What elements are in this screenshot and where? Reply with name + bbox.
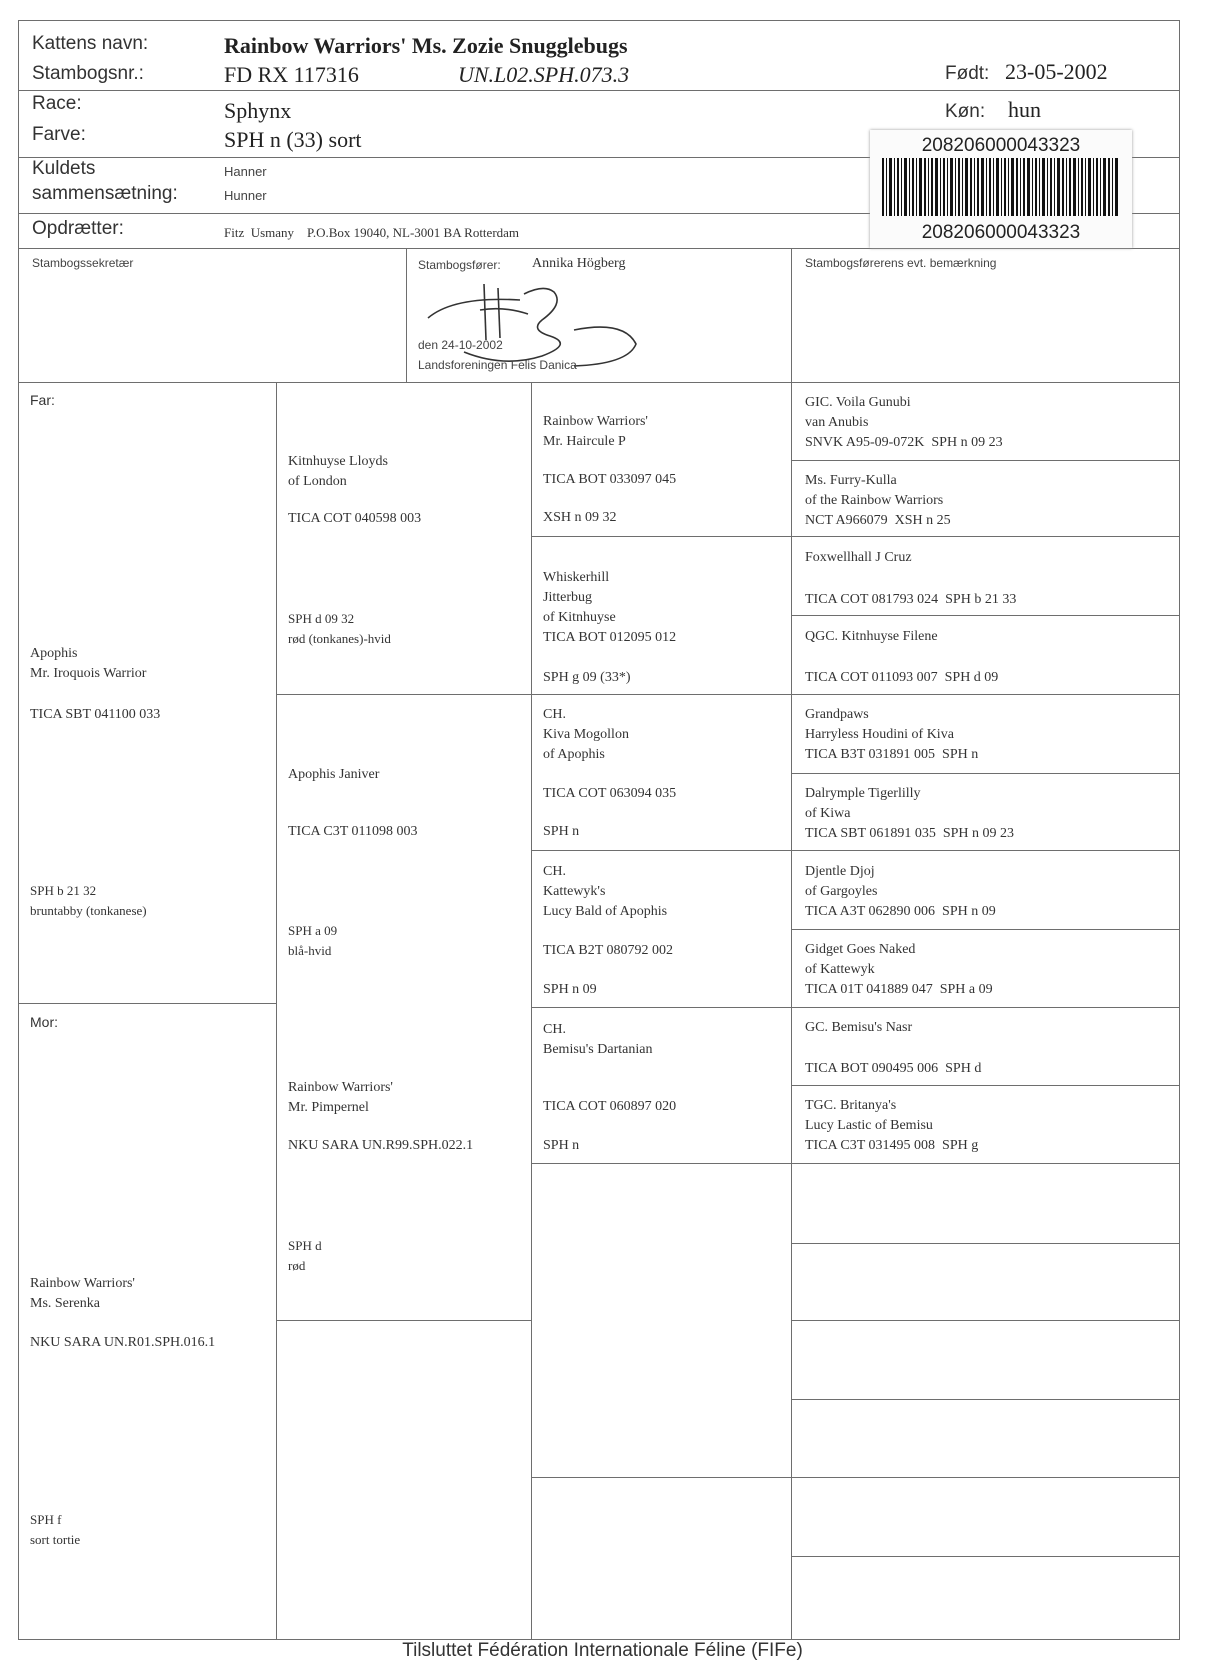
gen4-entry: TICA COT 081793 024 SPH b 21 33 bbox=[805, 592, 1017, 607]
mother-label: Mor: bbox=[30, 1014, 58, 1030]
gen4-entry: TGC. Britanya's Lucy Lastic of Bemisu TICA C3T 031495 008 SPH g bbox=[805, 1098, 979, 1153]
registry-association: Landsforeningen Felis Danica bbox=[418, 358, 577, 372]
ggp-mff-name: CH. Bemisu's Dartanian bbox=[543, 1022, 653, 1057]
mother-ems: SPH f sort tortie bbox=[30, 1512, 81, 1547]
gen4-entry: Ms. Furry-Kulla of the Rainbow Warriors NCT A966079 XSH n 25 bbox=[805, 473, 951, 528]
barcode-number-top: 208206000043323 bbox=[921, 135, 1081, 156]
mother-name: Rainbow Warriors' Ms. Serenka bbox=[30, 1276, 135, 1311]
ggp-fmf-reg: TICA COT 063094 035 bbox=[543, 786, 677, 801]
ggp-fff-ems: XSH n 09 32 bbox=[543, 510, 617, 525]
ggp-mff-ems: SPH n bbox=[543, 1138, 580, 1153]
father-name: Apophis Mr. Iroquois Warrior bbox=[30, 646, 147, 681]
breeder-label: Opdrætter: bbox=[32, 218, 124, 239]
grandparent-ff-ems: SPH d 09 32 rød (tonkanes)-hvid bbox=[288, 611, 391, 646]
litter-label: Kuldets bbox=[32, 158, 96, 179]
ggp-fmf-ems: SPH n bbox=[543, 824, 580, 839]
gen4-entry: Djentle Djoj of Gargoyles TICA A3T 062890 006 SPH n 09 bbox=[805, 864, 996, 919]
ggp-fmf-name: CH. Kiva Mogollon of Apophis bbox=[543, 707, 629, 762]
born-label: Født: bbox=[945, 63, 990, 84]
signature-icon bbox=[424, 280, 644, 370]
ggp-fmm-reg: TICA B2T 080792 002 bbox=[543, 943, 674, 958]
gen4-entry: Gidget Goes Naked of Kattewyk TICA 01T 041889 047 SPH a 09 bbox=[805, 942, 993, 997]
color-label: Farve: bbox=[32, 124, 86, 145]
ggp-fff-name: Rainbow Warriors' Mr. Haircule P bbox=[543, 414, 648, 449]
litter-label-2: sammensætning: bbox=[32, 183, 178, 204]
stud-no-alt: UN.L02.SPH.073.3 bbox=[458, 62, 630, 87]
father-label: Far: bbox=[30, 392, 55, 408]
ggp-fff-reg: TICA BOT 033097 045 bbox=[543, 472, 677, 487]
mother-reg: NKU SARA UN.R01.SPH.016.1 bbox=[30, 1335, 216, 1350]
cat-name-label: Kattens navn: bbox=[32, 33, 149, 54]
registrar-label: Stambogsfører: bbox=[418, 258, 501, 272]
grandparent-fm-reg: TICA C3T 011098 003 bbox=[288, 824, 418, 839]
secretary-label: Stambogssekretær bbox=[32, 256, 134, 270]
ggp-fmm-ems: SPH n 09 bbox=[543, 982, 597, 997]
father-reg: TICA SBT 041100 033 bbox=[30, 707, 161, 722]
cat-name: Rainbow Warriors' Ms. Zozie Snugglebugs bbox=[224, 33, 628, 58]
registrar-name: Annika Högberg bbox=[532, 256, 626, 271]
father-ems: SPH b 21 32 bruntabby (tonkanese) bbox=[30, 883, 147, 918]
barcode-number-bottom: 208206000043323 bbox=[921, 222, 1081, 243]
ggp-ffm-name: Whiskerhill Jitterbug of Kitnhuyse bbox=[543, 570, 616, 625]
grandparent-fm-ems: SPH a 09 blå-hvid bbox=[288, 923, 338, 958]
grandparent-fm-name: Apophis Janiver bbox=[288, 767, 380, 782]
gen4-entry: Grandpaws Harryless Houdini of Kiva TICA B3T 031891 005 SPH n bbox=[805, 707, 979, 762]
stud-no: FD RX 117316 bbox=[224, 62, 359, 87]
grandparent-mf-ems: SPH d rød bbox=[288, 1238, 322, 1273]
gen4-entry: Dalrymple Tigerlilly of Kiwa TICA SBT 061891 035 SPH n 09 23 bbox=[805, 786, 1014, 841]
ggp-ffm-ems: SPH g 09 (33*) bbox=[543, 670, 631, 685]
gen4-entry: GC. Bemisu's Nasr bbox=[805, 1020, 913, 1035]
gen4-entry: QGC. Kitnhuyse Filene bbox=[805, 629, 938, 644]
gen4-entry: TICA COT 011093 007 SPH d 09 bbox=[805, 670, 999, 685]
litter-females: Hunner bbox=[224, 188, 267, 203]
litter-males: Hanner bbox=[224, 164, 267, 179]
breed: Sphynx bbox=[224, 98, 292, 123]
grandparent-mf-name: Rainbow Warriors' Mr. Pimpernel bbox=[288, 1080, 393, 1115]
gen4-entry: GIC. Voila Gunubi van Anubis SNVK A95-09-072K SPH n 09 23 bbox=[805, 395, 1003, 450]
footer-text: Tilsluttet Fédération Internationale Féline (FIFe) bbox=[402, 1640, 803, 1661]
grandparent-ff-name: Kitnhuyse Lloyds of London bbox=[288, 454, 388, 489]
born-date: 23-05-2002 bbox=[1005, 59, 1108, 84]
grandparent-ff-reg: TICA COT 040598 003 bbox=[288, 511, 422, 526]
ggp-ffm-reg: TICA BOT 012095 012 bbox=[543, 630, 677, 645]
ggp-fmm-name: CH. Kattewyk's Lucy Bald of Apophis bbox=[543, 864, 668, 919]
breeder: Fitz Usmany P.O.Box 19040, NL-3001 BA Rotterdam bbox=[224, 225, 520, 240]
gen4-entry: Foxwellhall J Cruz bbox=[805, 550, 912, 565]
registry-date: den 24-10-2002 bbox=[418, 338, 503, 352]
grandparent-mf-reg: NKU SARA UN.R99.SPH.022.1 bbox=[288, 1138, 474, 1153]
remarks-label: Stambogsførerens evt. bemærkning bbox=[805, 256, 997, 270]
stud-no-label: Stambogsnr.: bbox=[32, 63, 144, 84]
barcode-label bbox=[870, 130, 1132, 248]
color: SPH n (33) sort bbox=[224, 127, 362, 152]
breed-label: Race: bbox=[32, 93, 82, 114]
barcode-icon bbox=[882, 158, 1120, 216]
sex: hun bbox=[1008, 97, 1041, 122]
ggp-mff-reg: TICA COT 060897 020 bbox=[543, 1099, 677, 1114]
gen4-entry: TICA BOT 090495 006 SPH d bbox=[805, 1061, 982, 1076]
sex-label: Køn: bbox=[945, 101, 986, 122]
